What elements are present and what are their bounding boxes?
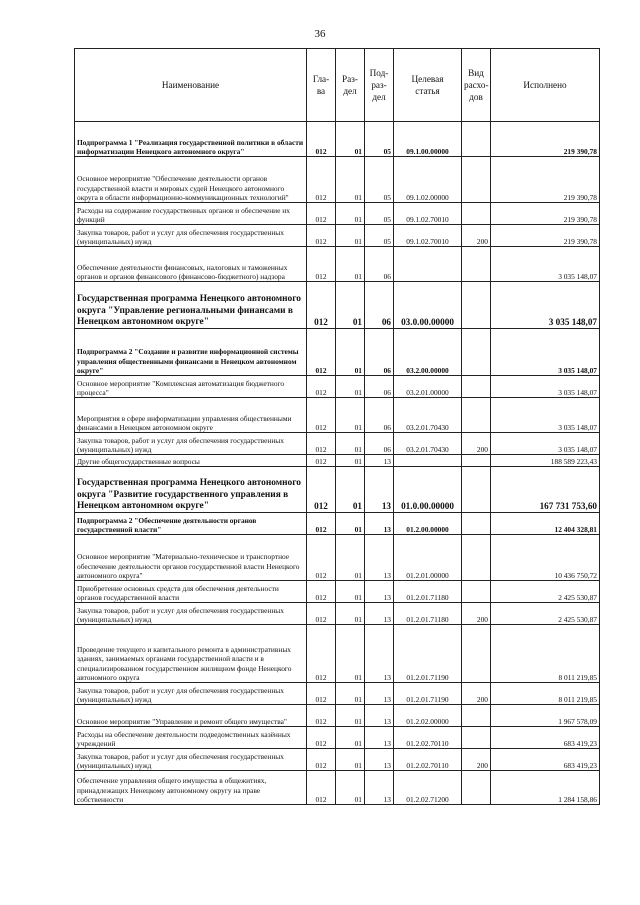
row-razdel: 01 <box>336 329 365 376</box>
row-amount: 1 284 158,86 <box>491 771 600 805</box>
row-target: 01.2.02.00000 <box>394 705 462 727</box>
row-podrazdel: 05 <box>365 157 394 203</box>
row-vid <box>462 625 491 683</box>
row-razdel: 01 <box>336 513 365 535</box>
row-glava: 012 <box>307 705 336 727</box>
table-row <box>75 433 600 455</box>
row-target: 01.2.01.71190 <box>394 625 462 683</box>
row-razdel: 01 <box>336 749 365 771</box>
row-razdel: 01 <box>336 603 365 625</box>
row-razdel: 01 <box>336 705 365 727</box>
row-target: 03.0.00.00000 <box>394 282 462 329</box>
table-row <box>75 581 600 603</box>
row-target: 01.2.02.70110 <box>394 749 462 771</box>
row-target: 03.2.01.70430 <box>394 433 462 455</box>
table-row <box>75 398 600 433</box>
row-target: 09.1.02.70010 <box>394 203 462 225</box>
table-row <box>75 705 600 727</box>
row-glava: 012 <box>307 225 336 247</box>
row-razdel: 01 <box>336 225 365 247</box>
row-name: Основное мероприятие "Обеспечение деятельности органов государственной власти и мировых судей Ненецкого автономного округа в области информационно-коммуникационных технологий" <box>75 157 307 203</box>
row-razdel: 01 <box>336 398 365 433</box>
row-target: 01.2.01.00000 <box>394 535 462 581</box>
row-vid <box>462 535 491 581</box>
row-glava: 012 <box>307 329 336 376</box>
row-razdel: 01 <box>336 625 365 683</box>
table-row <box>75 749 600 771</box>
row-glava: 012 <box>307 749 336 771</box>
row-podrazdel: 06 <box>365 282 394 329</box>
row-glava: 012 <box>307 625 336 683</box>
row-name: Обеспечение деятельности финансовых, налоговых и таможенных органов и органов финансового (финансово-бюджетного) надзора <box>75 247 307 282</box>
row-amount: 219 390,78 <box>491 203 600 225</box>
header-name: Наименование <box>75 49 307 122</box>
row-target: 09.1.02.70010 <box>394 225 462 247</box>
row-podrazdel: 13 <box>365 683 394 705</box>
row-podrazdel: 06 <box>365 398 394 433</box>
row-amount: 219 390,78 <box>491 157 600 203</box>
header-glava: Гла- ва <box>307 49 336 122</box>
row-vid: 200 <box>462 433 491 455</box>
row-name: Государственная программа Ненецкого автономного округа "Управление региональными финансами в Ненецком автономном округе" <box>75 282 307 329</box>
row-name: Расходы на содержание государственных органов и обеспечение их функций <box>75 203 307 225</box>
row-razdel: 01 <box>336 433 365 455</box>
row-amount: 3 035 148,07 <box>491 376 600 398</box>
row-razdel: 01 <box>336 581 365 603</box>
row-podrazdel: 13 <box>365 705 394 727</box>
table-row <box>75 282 600 329</box>
row-name: Подпрограмма 2 "Обеспечение деятельности органов государственной власти" <box>75 513 307 535</box>
budget-table <box>74 48 600 805</box>
row-amount: 219 390,78 <box>491 225 600 247</box>
row-vid <box>462 581 491 603</box>
row-name: Приобретение основных средств для обеспечения деятельности органов государственной власти <box>75 581 307 603</box>
table-row <box>75 467 600 513</box>
header-amount: Исполнено <box>491 49 600 122</box>
row-glava: 012 <box>307 282 336 329</box>
row-target: 01.2.01.71190 <box>394 683 462 705</box>
row-vid <box>462 513 491 535</box>
row-vid: 200 <box>462 749 491 771</box>
table-row <box>75 455 600 467</box>
row-amount: 3 035 148,07 <box>491 282 600 329</box>
row-podrazdel: 06 <box>365 247 394 282</box>
row-vid <box>462 282 491 329</box>
row-amount: 3 035 148,07 <box>491 433 600 455</box>
row-vid: 200 <box>462 683 491 705</box>
row-amount: 167 731 753,60 <box>491 467 600 513</box>
table-row <box>75 225 600 247</box>
row-target: 09.1.02.00000 <box>394 157 462 203</box>
row-target: 03.2.00.00000 <box>394 329 462 376</box>
row-razdel: 01 <box>336 467 365 513</box>
row-amount: 1 967 578,09 <box>491 705 600 727</box>
row-target: 01.0.00.00000 <box>394 467 462 513</box>
table-row <box>75 513 600 535</box>
row-amount: 8 011 219,85 <box>491 625 600 683</box>
row-razdel: 01 <box>336 683 365 705</box>
table-row <box>75 603 600 625</box>
table-body <box>75 122 600 805</box>
header-podrazdel: Под- раз- дел <box>365 49 394 122</box>
row-target: 01.2.02.71200 <box>394 771 462 805</box>
row-glava: 012 <box>307 467 336 513</box>
row-razdel: 01 <box>336 157 365 203</box>
row-glava: 012 <box>307 433 336 455</box>
row-amount: 219 390,78 <box>491 122 600 157</box>
row-podrazdel: 06 <box>365 376 394 398</box>
row-vid <box>462 122 491 157</box>
row-podrazdel: 13 <box>365 749 394 771</box>
row-podrazdel: 05 <box>365 203 394 225</box>
row-name: Подпрограмма 1 "Реализация государственной политики в области информатизации Ненецкого автономного округа" <box>75 122 307 157</box>
row-name: Закупка товаров, работ и услуг для обеспечения государственных (муниципальных) нужд <box>75 433 307 455</box>
row-vid <box>462 455 491 467</box>
header-target: Целевая статья <box>394 49 462 122</box>
table-row <box>75 122 600 157</box>
table-row <box>75 625 600 683</box>
row-podrazdel: 13 <box>365 513 394 535</box>
row-glava: 012 <box>307 122 336 157</box>
row-name: Закупка товаров, работ и услуг для обеспечения государственных (муниципальных) нужд <box>75 225 307 247</box>
table-row <box>75 535 600 581</box>
row-glava: 012 <box>307 247 336 282</box>
row-vid <box>462 467 491 513</box>
row-amount: 188 589 223,43 <box>491 455 600 467</box>
row-razdel: 01 <box>336 282 365 329</box>
row-podrazdel: 13 <box>365 467 394 513</box>
row-target: 01.2.00.00000 <box>394 513 462 535</box>
row-razdel: 01 <box>336 771 365 805</box>
row-name: Проведение текущего и капитального ремонта в административных зданиях, занимаемых органами государственной власти и в специализированном государственном жилищном фонде Ненецкого автономного округа <box>75 625 307 683</box>
row-razdel: 01 <box>336 122 365 157</box>
row-name: Основное мероприятие "Материально-техническое и транспортное обеспечение деятельности органов государственной власти Ненецкого автономного округа" <box>75 535 307 581</box>
table-row <box>75 329 600 376</box>
row-name: Основное мероприятие "Комплексная автоматизация бюджетного процесса" <box>75 376 307 398</box>
row-amount: 2 425 530,87 <box>491 603 600 625</box>
row-name: Расходы на обеспечение деятельности подведомственных казённых учреждений <box>75 727 307 749</box>
row-razdel: 01 <box>336 247 365 282</box>
table-header-row <box>75 49 600 122</box>
table-row <box>75 247 600 282</box>
table-row <box>75 727 600 749</box>
row-vid: 200 <box>462 225 491 247</box>
row-vid <box>462 727 491 749</box>
row-podrazdel: 06 <box>365 433 394 455</box>
row-podrazdel: 13 <box>365 455 394 467</box>
row-vid <box>462 329 491 376</box>
row-target: 03.2.01.70430 <box>394 398 462 433</box>
row-podrazdel: 13 <box>365 603 394 625</box>
row-podrazdel: 13 <box>365 771 394 805</box>
header-razdel: Раз- дел <box>336 49 365 122</box>
row-vid <box>462 376 491 398</box>
table-row <box>75 203 600 225</box>
row-target <box>394 455 462 467</box>
row-podrazdel: 06 <box>365 329 394 376</box>
row-vid <box>462 247 491 282</box>
row-vid <box>462 771 491 805</box>
row-amount: 10 436 750,72 <box>491 535 600 581</box>
row-razdel: 01 <box>336 376 365 398</box>
row-amount: 8 011 219,85 <box>491 683 600 705</box>
row-glava: 012 <box>307 513 336 535</box>
row-glava: 012 <box>307 727 336 749</box>
row-name: Закупка товаров, работ и услуг для обеспечения государственных (муниципальных) нужд <box>75 683 307 705</box>
row-glava: 012 <box>307 603 336 625</box>
row-vid <box>462 203 491 225</box>
row-glava: 012 <box>307 157 336 203</box>
row-vid <box>462 398 491 433</box>
row-name: Закупка товаров, работ и услуг для обеспечения государственных (муниципальных) нужд <box>75 603 307 625</box>
row-amount: 3 035 148,07 <box>491 329 600 376</box>
row-glava: 012 <box>307 398 336 433</box>
row-target: 01.2.01.71180 <box>394 581 462 603</box>
row-target: 01.2.02.70110 <box>394 727 462 749</box>
row-vid <box>462 705 491 727</box>
row-glava: 012 <box>307 376 336 398</box>
row-glava: 012 <box>307 581 336 603</box>
row-razdel: 01 <box>336 727 365 749</box>
row-glava: 012 <box>307 203 336 225</box>
table-row <box>75 771 600 805</box>
row-vid <box>462 157 491 203</box>
table-row <box>75 683 600 705</box>
row-razdel: 01 <box>336 455 365 467</box>
row-amount: 683 419,23 <box>491 727 600 749</box>
row-glava: 012 <box>307 771 336 805</box>
row-target <box>394 247 462 282</box>
row-target: 01.2.01.71180 <box>394 603 462 625</box>
row-podrazdel: 05 <box>365 225 394 247</box>
row-vid: 200 <box>462 603 491 625</box>
row-podrazdel: 13 <box>365 581 394 603</box>
page-number: 36 <box>314 28 326 40</box>
header-vid: Вид расхо- дов <box>462 49 491 122</box>
row-name: Другие общегосударственные вопросы <box>75 455 307 467</box>
row-target: 09.1.00.00000 <box>394 122 462 157</box>
row-name: Подпрограмма 2 "Создание и развитие информационной системы управления общественными финансами в Ненецком автономном округе" <box>75 329 307 376</box>
row-amount: 12 404 328,81 <box>491 513 600 535</box>
row-amount: 2 425 530,87 <box>491 581 600 603</box>
row-glava: 012 <box>307 683 336 705</box>
row-name: Обеспечение управления общего имущества в общежитиях, принадлежащих Ненецкому автономному округу на праве собственности <box>75 771 307 805</box>
row-name: Основное мероприятие "Управление и ремонт общего имущества" <box>75 705 307 727</box>
table-row <box>75 157 600 203</box>
row-podrazdel: 13 <box>365 535 394 581</box>
row-razdel: 01 <box>336 535 365 581</box>
row-target: 03.2.01.00000 <box>394 376 462 398</box>
row-glava: 012 <box>307 535 336 581</box>
row-name: Государственная программа Ненецкого автономного округа "Развитие государственного управления в Ненецком автономном округе" <box>75 467 307 513</box>
row-glava: 012 <box>307 455 336 467</box>
row-amount: 3 035 148,07 <box>491 398 600 433</box>
row-podrazdel: 13 <box>365 625 394 683</box>
row-podrazdel: 13 <box>365 727 394 749</box>
row-amount: 683 419,23 <box>491 749 600 771</box>
row-name: Мероприятия в сфере информатизации управления общественными финансами в Ненецком автономном округе <box>75 398 307 433</box>
row-amount: 3 035 148,07 <box>491 247 600 282</box>
row-name: Закупка товаров, работ и услуг для обеспечения государственных (муниципальных) нужд <box>75 749 307 771</box>
row-podrazdel: 05 <box>365 122 394 157</box>
row-razdel: 01 <box>336 203 365 225</box>
table-row <box>75 376 600 398</box>
